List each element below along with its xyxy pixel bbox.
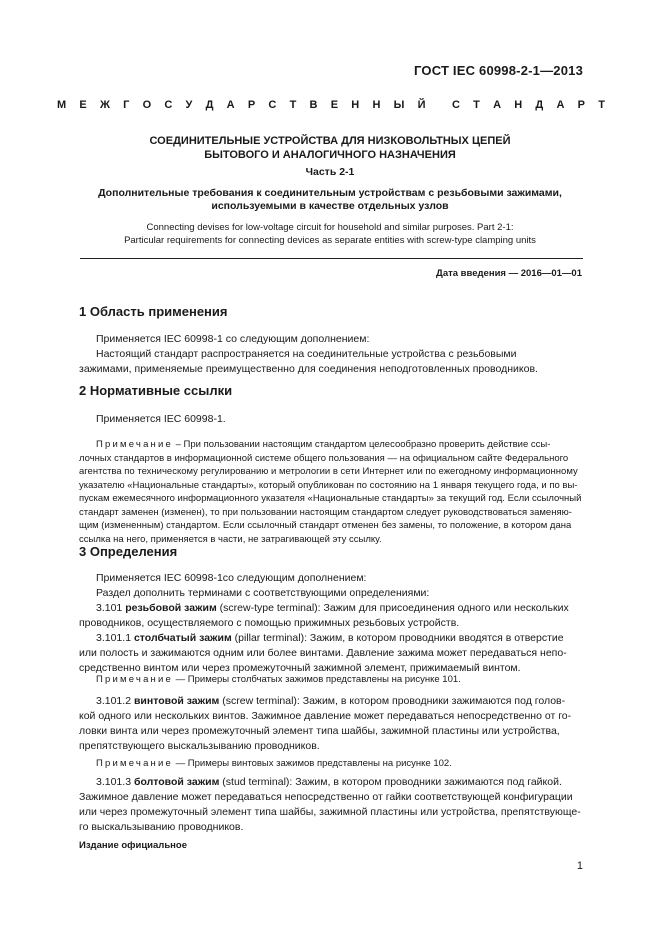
title-line-2: БЫТОВОГО И АНАЛОГИЧНОГО НАЗНАЧЕНИЯ: [204, 149, 456, 161]
term-stud-terminal: болтовой зажим: [133, 776, 220, 788]
s1-line-2: Настоящий стандарт распространяется на соединительные устройства с резьбовыми: [96, 348, 517, 360]
banner-letter: Г: [123, 99, 130, 111]
part-label: Часть 2-1: [305, 166, 355, 178]
banner-letter: Е: [330, 99, 339, 111]
banner-letter: Ы: [393, 99, 405, 111]
banner-letter: О: [142, 99, 152, 111]
banner-letter: Р: [247, 99, 256, 111]
def-31012-line-1: 3.101.2 винтовой зажим (screw terminal): Зажим, в котором проводники зажимаются под голов-: [96, 695, 566, 707]
title-line-1: СОЕДИНИТЕЛЬНЫЕ УСТРОЙСТВА ДЛЯ НИЗКОВОЛЬТНЫХ ЦЕПЕЙ: [149, 135, 511, 147]
banner-letter: Е: [79, 99, 87, 111]
note-label: Примечание: [96, 439, 173, 450]
english-title: [40, 221, 620, 247]
note-line-6: стандарт заменен (изменен), то при пользовании настоящим стандартом следует руководствоваться заменяю-: [79, 506, 572, 518]
standard-subtitle: [40, 187, 620, 213]
introduction-date: Дата введения — 2016—01—01: [436, 268, 582, 279]
s1-line-1: Применяется IEC 60998-1 со следующим дополнением:: [96, 333, 370, 345]
section-2-heading: 2 Нормативные ссылки: [79, 383, 233, 398]
note-pillar-examples: Примечание — Примеры столбчатых зажимов представлены на рисунке 101.: [96, 674, 461, 685]
def-31012-line-3: ловки винта или через промежуточный элемент типа шайбы, зажимной пластины или устройства,: [79, 725, 560, 737]
banner-letter: М: [57, 99, 67, 111]
section-1-heading: 1 Область применения: [79, 304, 228, 319]
banner-letter: А: [556, 99, 565, 111]
note-line-3: агентства по техническому регулированию и метрологии в сети Интернет или по ежегодному информационному: [79, 466, 578, 477]
def-31011-line-3: средственно винтом или через промежуточный зажимной элемент, прижимаемый винтом.: [79, 662, 521, 674]
term-screw-type-terminal: резьбовой зажим: [125, 602, 217, 614]
banner-letter: У: [185, 99, 193, 111]
s1-line-3: зажимами, применяемые преимущественно для соединения неподготовленных проводников.: [79, 363, 538, 375]
english-title-line-2: Particular requirements for connecting devices as separate entities with screw-type clamping units: [124, 235, 536, 246]
banner-letter: Т: [473, 99, 480, 111]
banner-letter: С: [268, 99, 277, 111]
note-line-1: Примечание – При пользовании настоящим стандартом целесообразно проверить действие ссы-: [96, 439, 551, 450]
def-3101-line-2: проводников, осуществляемого с помощью прижимных резьбовых устройств.: [79, 617, 460, 629]
note-line-4: указателю «Национальные стандарты», который опубликован по состоянию на 1 января текущего года, и по вы-: [79, 479, 578, 491]
banner-letter: В: [309, 99, 318, 111]
banner-letter: Т: [598, 99, 605, 111]
term-pillar-terminal: столбчатый зажим: [133, 632, 232, 644]
section-2-note: [79, 438, 583, 546]
def-31013-line-1: 3.101.3 болтовой зажим (stud terminal): Зажим, в котором проводники зажимаются под гайкой.: [96, 776, 562, 788]
standard-code: ГОСТ IEC 60998-2-1—2013: [414, 63, 583, 78]
banner-letter: С: [451, 99, 460, 111]
s3-line-1: Применяется IEC 60998-1со следующим дополнением:: [96, 572, 367, 584]
def-3101-line-1: 3.101 резьбовой зажим (screw-type terminal): Зажим для присоединения одного или нескольких: [96, 602, 569, 614]
banner-letter: Н: [351, 99, 360, 111]
interstate-standard-banner: [57, 99, 605, 111]
note-line-7: щим (измененным) стандартом. Если ссылочный стандарт отменен без замены, то положение, в котором дана: [79, 520, 572, 531]
def-31012-line-2: кой одного или нескольких винтов. Зажимное давление может передаваться непосредственно от го-: [79, 710, 572, 722]
subtitle-line-2: используемыми в качестве отдельных узлов: [211, 200, 449, 212]
title-divider: [80, 258, 583, 259]
banner-letter: С: [164, 99, 173, 111]
s3-line-2: Раздел дополнить терминами с соответствующими определениями:: [96, 587, 430, 599]
note-screw-examples: Примечание — Примеры винтовых зажимов представлены на рисунке 102.: [96, 758, 452, 769]
banner-letter: Н: [514, 99, 523, 111]
def-31012-block: [79, 694, 583, 754]
edition-label: Издание официальное: [79, 840, 187, 851]
banner-letter: А: [493, 99, 502, 111]
note-line-5: пускам ежемесячного информационного указателя «Национальные стандарты» за текущий год. Если ссылочный: [79, 493, 582, 504]
def-31012-line-4: препятствующего выскальзыванию проводников.: [79, 740, 320, 752]
def-31011-line-2: или полость и зажимаются одним или более винтами. Давление зажима может передаваться непо-: [79, 647, 567, 659]
def-31013-line-2: Зажимное давление может передаваться непосредственно от гайки соответствующей конфигурации: [79, 791, 573, 803]
note-line-8: ссылка на него, применяется в части, не затрагивающей эту ссылку.: [79, 533, 382, 545]
section-1-body: [79, 332, 583, 377]
s2-line-1: Применяется IEC 60998-1.: [96, 413, 226, 425]
subtitle-line-1: Дополнительные требования к соединительным устройствам с резьбовыми зажимами,: [98, 187, 562, 199]
english-title-line-1: Connecting devises for low-voltage circuit for household and similar purposes. Part 2-1:: [146, 222, 514, 233]
banner-letter: Т: [289, 99, 297, 111]
note-line-2: лочных стандартов в информационной системе общего пользования — на официальном сайте Федерального: [79, 452, 569, 464]
section-3-body: [79, 571, 583, 676]
banner-letter: А: [226, 99, 235, 111]
standard-title: [40, 134, 620, 162]
page-number: 1: [576, 860, 583, 872]
banner-letter: Д: [205, 99, 214, 111]
def-31011-line-1: 3.101.1 столбчатый зажим (pillar terminal): Зажим, в котором проводники вводятся в отверстие: [96, 632, 564, 644]
banner-letter: Й: [417, 99, 426, 111]
def-31013-line-3: или через промежуточный элемент типа шайбы, зажимной пластины или устройства, препятствующе-: [79, 806, 581, 818]
banner-letter: Ж: [99, 99, 110, 111]
banner-letter: Н: [372, 99, 381, 111]
def-31013-block: [79, 775, 583, 835]
term-screw-terminal: винтовой зажим: [133, 695, 220, 707]
banner-letter: Д: [535, 99, 544, 111]
section-3-heading: 3 Определения: [79, 544, 178, 559]
def-31013-line-4: го выскальзыванию проводников.: [79, 821, 244, 833]
banner-letter: Р: [577, 99, 585, 111]
